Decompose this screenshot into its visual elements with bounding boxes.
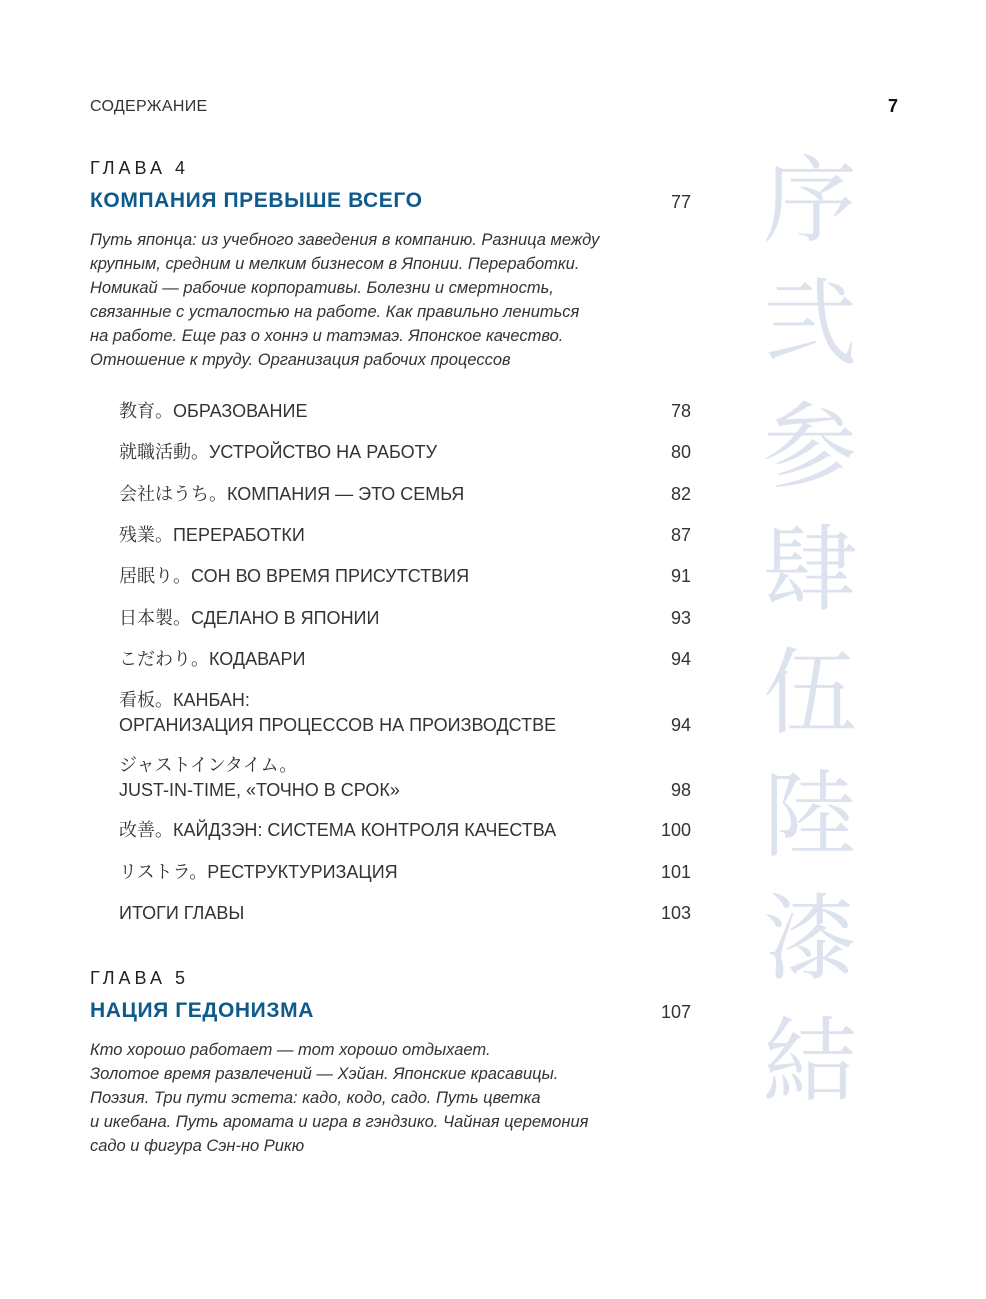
decorative-kanji: 結 — [762, 1008, 857, 1117]
running-head: СОДЕРЖАНИЕ — [90, 98, 208, 115]
chapter-title[interactable]: НАЦИЯ ГЕДОНИЗМА — [90, 999, 314, 1022]
toc-entry-page: 91 — [670, 566, 691, 586]
toc-entry[interactable] — [119, 523, 691, 548]
decorative-kanji: 肆 — [762, 516, 857, 625]
toc-entry[interactable] — [119, 647, 691, 672]
toc-entry[interactable] — [119, 901, 691, 926]
page-number: 7 — [887, 96, 898, 116]
summary-line: садо и фигура Сэн-но Рикю — [90, 1137, 305, 1155]
summary-line: на работе. Еще раз о хоннэ и татэмаэ. Японское качество. — [90, 327, 564, 345]
toc-entry[interactable] — [119, 860, 691, 885]
toc-entry[interactable] — [119, 688, 691, 738]
toc-entry[interactable] — [119, 606, 691, 631]
toc-entry-title: ジャストインタイム。 — [119, 755, 298, 775]
toc-entry-title: ИТОГИ ГЛАВЫ — [119, 903, 245, 923]
decorative-kanji: 伍 — [762, 639, 857, 748]
summary-line: Отношение к труду. Организация рабочих процессов — [90, 351, 511, 369]
toc-entry[interactable] — [119, 482, 691, 507]
toc-entry-page: 100 — [660, 820, 691, 840]
summary-line: и икебана. Путь аромата и игра в гэндзико. Чайная церемония — [90, 1113, 589, 1131]
toc-entry-page: 94 — [670, 649, 691, 669]
chapter-page: 107 — [660, 1002, 691, 1022]
decorative-kanji: 陸 — [762, 762, 857, 871]
summary-line: Золотое время развлечений — Хэйан. Японские красавицы. — [90, 1065, 559, 1083]
toc-entry-title: リストラ。РЕСТРУКТУРИЗАЦИЯ — [119, 862, 398, 882]
chapter-page: 77 — [670, 192, 691, 212]
summary-line: связанные с усталостью на работе. Как правильно лениться — [90, 303, 580, 321]
toc-entry-title: 教育。ОБРАЗОВАНИЕ — [119, 401, 308, 421]
toc-entry-page: 101 — [660, 862, 691, 882]
toc-entry-page: 82 — [670, 484, 691, 504]
toc-entry-title: 就職活動。УСТРОЙСТВО НА РАБОТУ — [119, 442, 438, 462]
toc-entry-title: JUST-IN-TIME, «ТОЧНО В СРОК» — [119, 780, 400, 800]
chapter-title[interactable]: КОМПАНИЯ ПРЕВЫШЕ ВСЕГО — [90, 189, 423, 212]
summary-line: крупным, средним и мелким бизнесом в Японии. Переработки. — [90, 255, 580, 273]
toc-entry[interactable] — [119, 818, 691, 843]
toc-entry-page: 87 — [670, 525, 691, 545]
chapter-summary — [90, 1038, 650, 1158]
decorative-kanji: 漆 — [762, 885, 857, 994]
decorative-kanji: 弐 — [762, 270, 857, 379]
chapter-summary — [90, 228, 650, 372]
toc-entry-title: こだわり。КОДАВАРИ — [119, 649, 306, 669]
toc-entry[interactable] — [119, 753, 691, 803]
toc-entry[interactable] — [119, 399, 691, 424]
decorative-kanji-column — [750, 140, 870, 1124]
toc-entry-title: ОРГАНИЗАЦИЯ ПРОЦЕССОВ НА ПРОИЗВОДСТВЕ — [119, 715, 557, 735]
summary-line: Поэзия. Три пути эстета: кадо, кодо, садо. Путь цветка — [90, 1089, 541, 1107]
toc-entry[interactable] — [119, 440, 691, 465]
toc-entry-page: 94 — [670, 715, 691, 735]
toc-entry-title: 居眠り。СОН ВО ВРЕМЯ ПРИСУТСТВИЯ — [119, 566, 470, 586]
toc-entry-page: 98 — [670, 780, 691, 800]
toc-entry-title: 改善。КАЙДЗЭН: СИСТЕМА КОНТРОЛЯ КАЧЕСТВА — [119, 820, 557, 840]
decorative-kanji: 序 — [762, 147, 857, 256]
toc-entry-page: 93 — [670, 608, 691, 628]
toc-entry-title: 会社はうち。КОМПАНИЯ — ЭТО СЕМЬЯ — [119, 484, 465, 504]
toc-entry-title: 残業。ПЕРЕРАБОТКИ — [119, 525, 305, 545]
toc-entry-page: 80 — [670, 442, 691, 462]
summary-line: Кто хорошо работает — тот хорошо отдыхает. — [90, 1041, 491, 1059]
toc-entry-title: 看板。КАНБАН: — [119, 690, 250, 710]
chapter-label: ГЛАВА 5 — [90, 968, 189, 988]
chapter-label: ГЛАВА 4 — [90, 158, 189, 178]
summary-line: Путь японца: из учебного заведения в компанию. Разница между — [90, 231, 600, 249]
summary-line: Номикай — рабочие корпоративы. Болезни и смертность, — [90, 279, 554, 297]
decorative-kanji: 参 — [762, 393, 857, 502]
toc-entry-page: 78 — [670, 401, 691, 421]
toc-entry-page: 103 — [660, 903, 691, 923]
toc-entry[interactable] — [119, 564, 691, 589]
toc-entry-title: 日本製。СДЕЛАНО В ЯПОНИИ — [119, 608, 380, 628]
